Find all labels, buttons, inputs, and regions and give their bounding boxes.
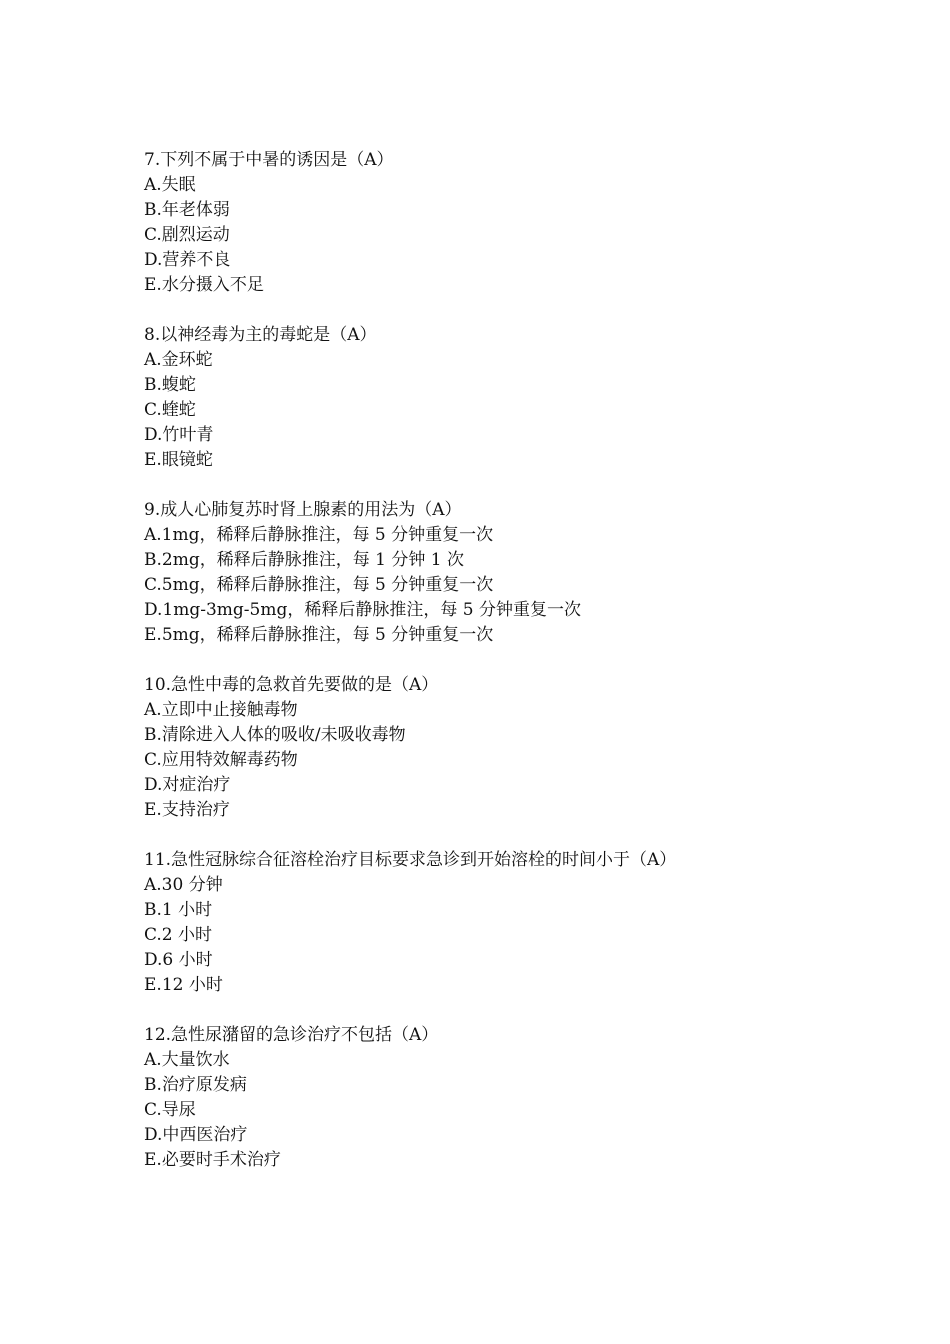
option-e: E.眼镜蛇 [144, 450, 213, 470]
option-c: C.应用特效解毒药物 [144, 750, 298, 770]
option-e: E.水分摄入不足 [144, 275, 264, 295]
option-d: D.对症治疗 [144, 775, 231, 795]
question-stem: 7.下列不属于中暑的诱因是（A） [144, 150, 394, 170]
question-7 [144, 148, 844, 298]
question-stem: 9.成人心肺复苏时肾上腺素的用法为（A） [144, 500, 462, 520]
option-d: D.营养不良 [144, 250, 231, 270]
option-b: B.清除进入人体的吸收/未吸收毒物 [144, 725, 406, 745]
option-b: B.1 小时 [144, 900, 213, 920]
question-11 [144, 848, 844, 998]
question-stem: 10.急性中毒的急救首先要做的是（A） [144, 675, 439, 695]
option-b: B.年老体弱 [144, 200, 230, 220]
option-e: E.12 小时 [144, 975, 223, 995]
option-a: A.大量饮水 [144, 1050, 230, 1070]
option-c: C.蝰蛇 [144, 400, 196, 420]
option-a: A.1mg，稀释后静脉推注，每 5 分钟重复一次 [144, 525, 494, 545]
option-c: C.导尿 [144, 1100, 196, 1120]
option-a: A.立即中止接触毒物 [144, 700, 298, 720]
option-e: E.5mg，稀释后静脉推注，每 5 分钟重复一次 [144, 625, 494, 645]
option-c: C.5mg，稀释后静脉推注，每 5 分钟重复一次 [144, 575, 494, 595]
option-a: A.失眠 [144, 175, 196, 195]
option-e: E.必要时手术治疗 [144, 1150, 281, 1170]
option-b: B.2mg，稀释后静脉推注，每 1 分钟 1 次 [144, 550, 464, 570]
option-d: D.中西医治疗 [144, 1125, 248, 1145]
question-stem: 11.急性冠脉综合征溶栓治疗目标要求急诊到开始溶栓的时间小于（A） [144, 850, 677, 870]
option-d: D.1mg-3mg-5mg，稀释后静脉推注，每 5 分钟重复一次 [144, 600, 581, 620]
question-stem: 12.急性尿潴留的急诊治疗不包括（A） [144, 1025, 439, 1045]
option-c: C.2 小时 [144, 925, 213, 945]
option-a: A.30 分钟 [144, 875, 223, 895]
option-b: B.治疗原发病 [144, 1075, 247, 1095]
question-stem: 8.以神经毒为主的毒蛇是（A） [144, 325, 377, 345]
option-b: B.蝮蛇 [144, 375, 196, 395]
option-c: C.剧烈运动 [144, 225, 230, 245]
question-12 [144, 1023, 844, 1173]
option-e: E.支持治疗 [144, 800, 230, 820]
question-8 [144, 323, 844, 473]
option-d: D.竹叶青 [144, 425, 214, 445]
option-d: D.6 小时 [144, 950, 213, 970]
option-a: A.金环蛇 [144, 350, 213, 370]
question-list [144, 148, 844, 1198]
question-9 [144, 498, 844, 648]
question-10 [144, 673, 844, 823]
